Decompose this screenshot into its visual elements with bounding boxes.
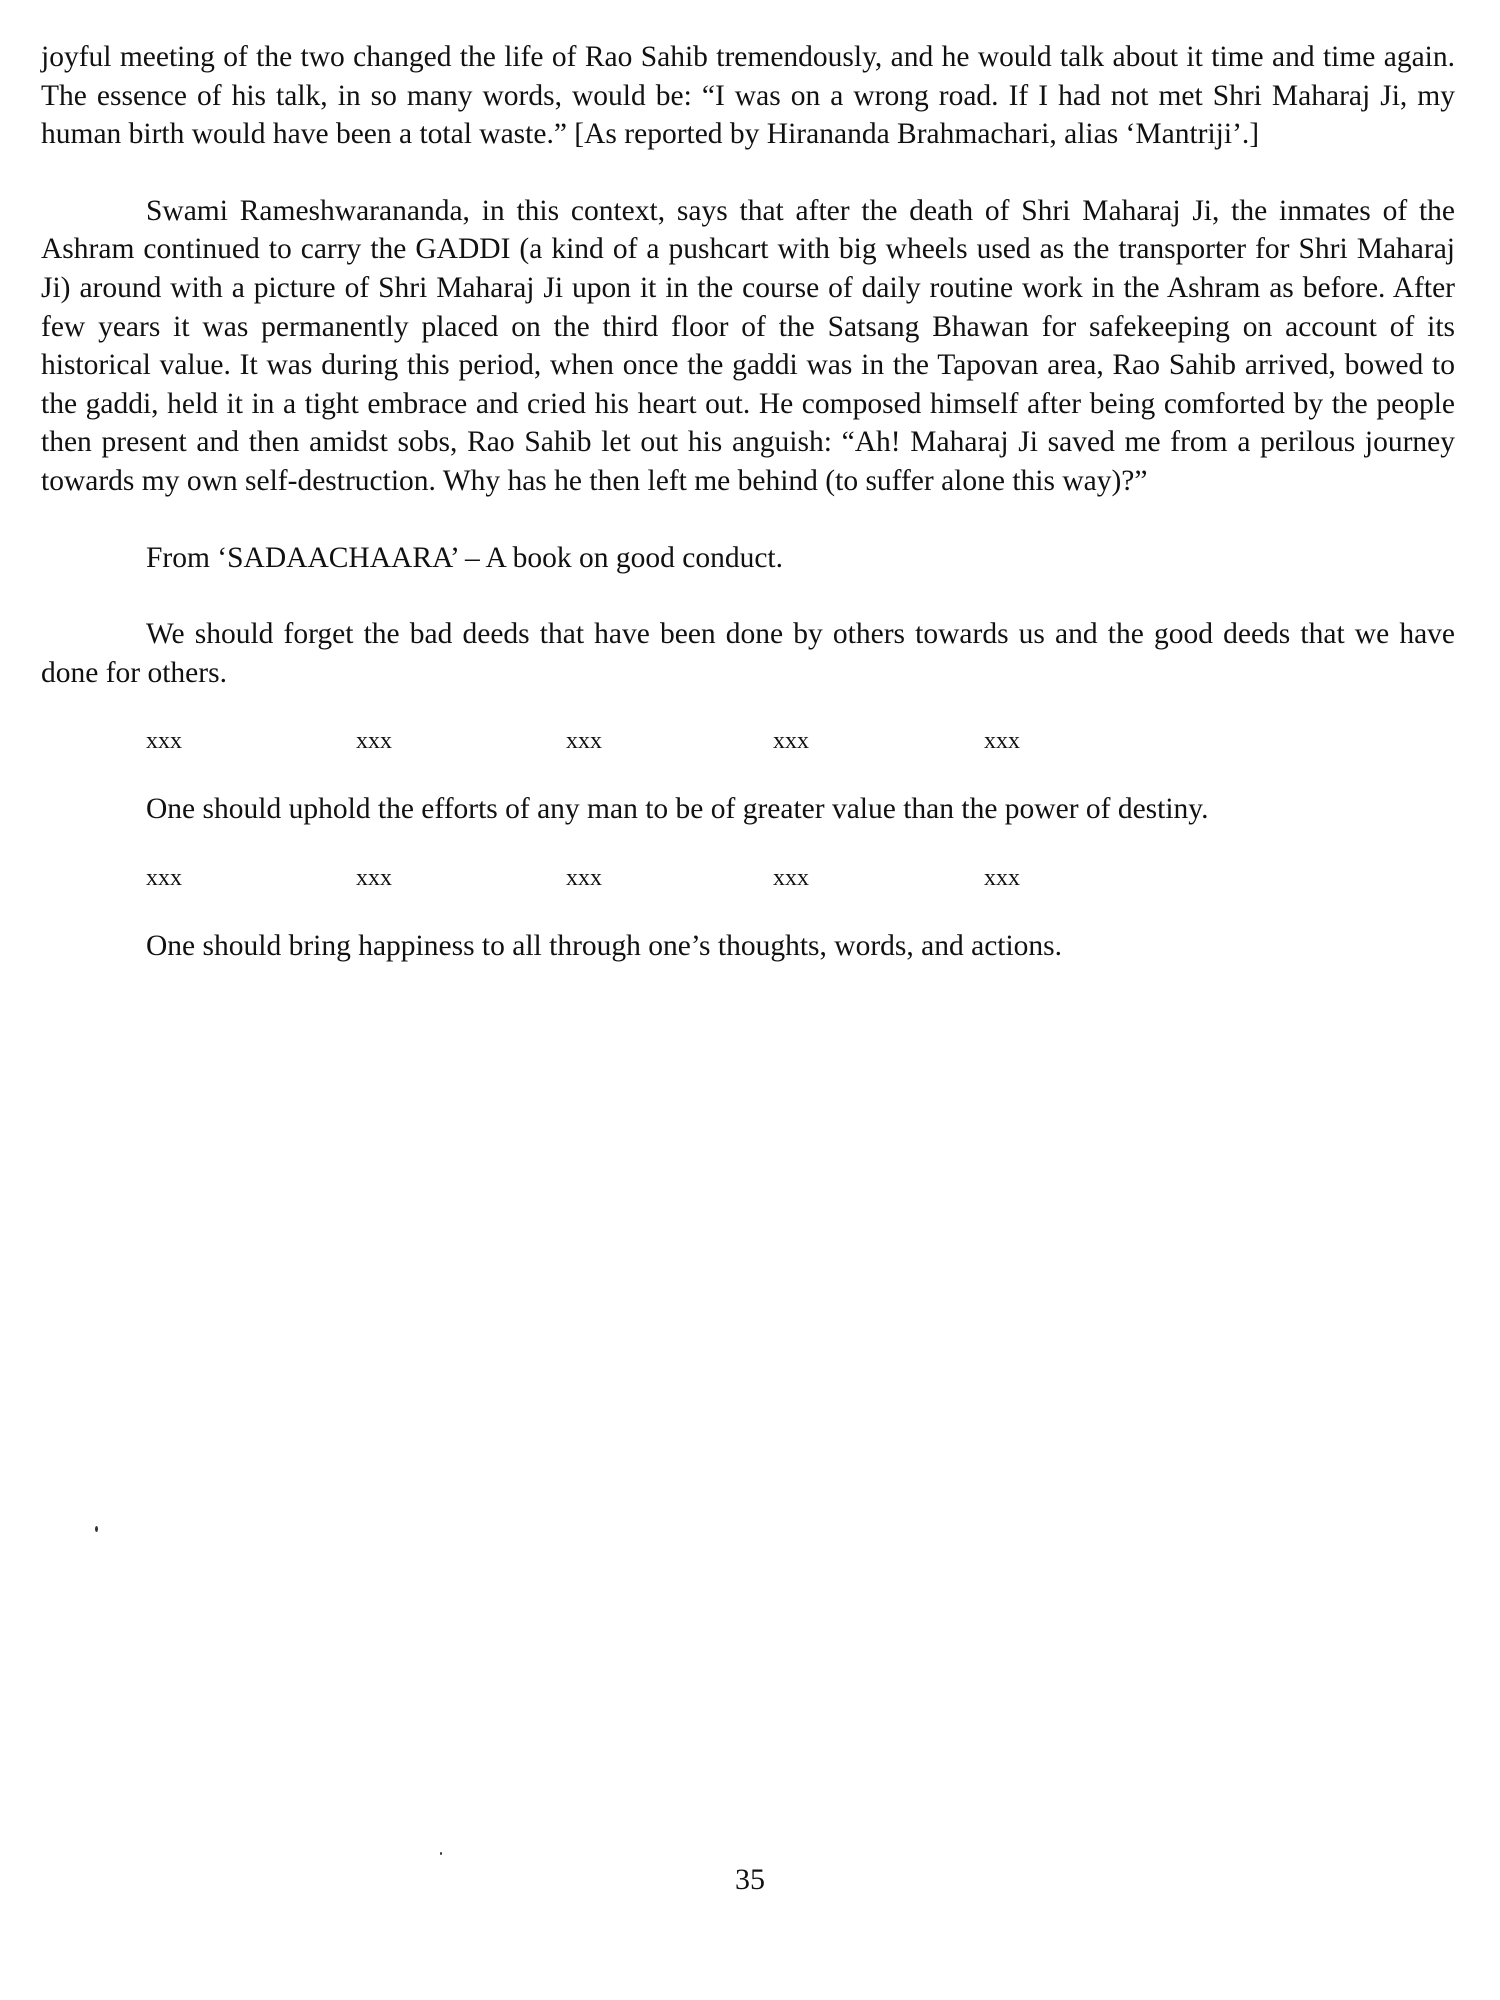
separator-mark: xxx (146, 864, 182, 891)
separator-mark: xxx (984, 864, 1020, 891)
spacer (41, 692, 1455, 722)
paragraph-bring-happiness: One should bring happiness to all through one’s thoughts, words, and actions. (146, 929, 1063, 962)
separator-mark: xxx (773, 864, 809, 891)
separator-row-2 (41, 859, 1455, 897)
separator-mark: xxx (984, 728, 1020, 755)
separator-mark: xxx (566, 864, 602, 891)
spacer (41, 501, 1455, 539)
page-number: 35 (735, 1863, 765, 1896)
spacer (41, 760, 1455, 790)
paragraph-forget-deeds: We should forget the bad deeds that have been done by others towards us and the good deeds that we have done for others. (41, 618, 1455, 689)
spacer (41, 154, 1455, 192)
separator-mark: xxx (566, 728, 602, 755)
spacer (41, 897, 1455, 927)
paragraph-rao-sahib-meeting: joyful meeting of the two changed the life of Rao Sahib tremendously, and he would talk about it time and time again. The essence of his talk, in so many words, would be: “I was on a wrong road. If I had not met Shri Maharaj Ji, my human birth would have been a total waste.” [As reported by Hirananda Brahmachari, alias ‘Mantriji’.] (41, 41, 1455, 151)
paragraph-gaddi-story: Swami Rameshwarananda, in this context, says that after the death of Shri Maharaj Ji, the inmates of the Ashram continued to carry the GADDI (a kind of a pushcart with big wheels used as the transporter for Shri Maharaj Ji) around with a picture of Shri Maharaj Ji upon it in the course of daily routine work in the Ashram as before. After few years it was permanently placed on the third floor of the Satsang Bhawan for safekeeping on account of its historical value. It was during this period, when once the gaddi was in the Tapovan area, Rao Sahib arrived, bowed to the gaddi, held it in a tight embrace and cried his heart out. He composed himself after being comforted by the people then present and then amidst sobs, Rao Sahib let out his anguish: “Ah! Maharaj Ji saved me from a perilous journey towards my own self-destruction. Why has he then left me behind (to suffer alone this way)?” (41, 194, 1455, 497)
scan-speck (440, 1852, 442, 1855)
spacer (41, 577, 1455, 615)
separator-row-1 (41, 722, 1455, 760)
document-page (41, 38, 1455, 966)
separator-mark: xxx (773, 728, 809, 755)
sadaachaara-heading: From ‘SADAACHAARA’ – A book on good conduct. (146, 541, 783, 574)
separator-mark: xxx (356, 728, 392, 755)
paragraph-uphold-efforts: One should uphold the efforts of any man to be of greater value than the power of destiny. (146, 793, 1209, 826)
scan-speck (95, 1526, 98, 1532)
spacer (41, 829, 1455, 859)
separator-mark: xxx (356, 864, 392, 891)
separator-mark: xxx (146, 728, 182, 755)
